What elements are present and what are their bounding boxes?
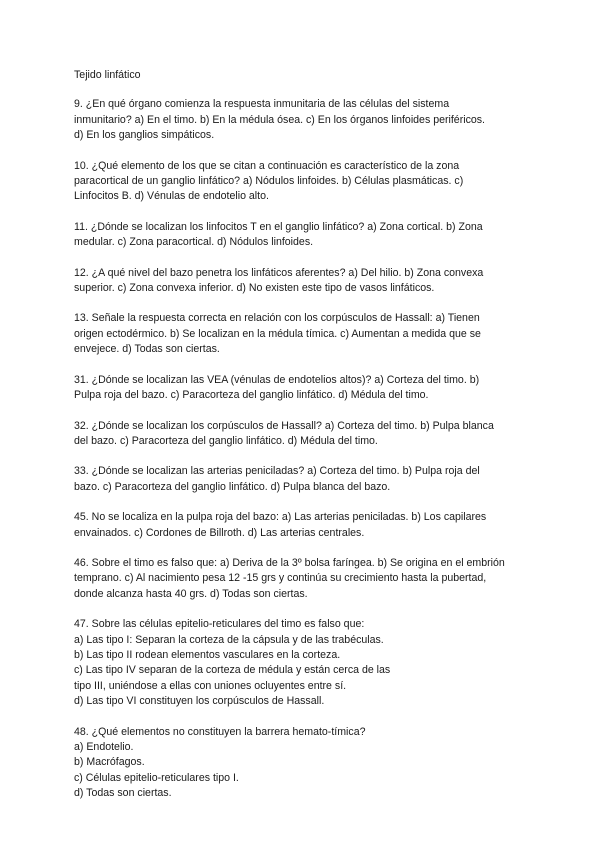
question-text-line: 12. ¿A qué nivel del bazo penetra los linfáticos aferentes? a) Del hilio. b) Zona convexa: [74, 266, 484, 279]
question-text-line: 10. ¿Qué elemento de los que se citan a continuación es característico de la zona: [74, 159, 460, 172]
question-text-line: 32. ¿Dónde se localizan los corpúsculos de Hassall? a) Corteza del timo. b) Pulpa blanca: [74, 419, 494, 432]
question-block: [74, 510, 560, 541]
question-block: [74, 220, 560, 251]
question-text-line: a) Endotelio.: [74, 741, 134, 753]
question-text-line: envejece. d) Todas son ciertas.: [74, 343, 220, 356]
question-text-line: d) En los ganglios simpáticos.: [74, 129, 215, 142]
question-block: [74, 556, 560, 602]
question-text-line: b) Las tipo II rodean elementos vasculares en la corteza.: [74, 648, 341, 661]
question-text-line: 9. ¿En qué órgano comienza la respuesta inmunitaria de las células del sistema: [74, 98, 450, 111]
question-block: [74, 97, 560, 143]
question-list: [74, 97, 560, 801]
question-text-line: donde alcanza hasta 40 grs. d) Todas son ciertas.: [74, 587, 308, 600]
question-block: [74, 617, 560, 709]
question-text-line: paracortical de un ganglio linfático? a) Nódulos linfoides. b) Células plasmáticas. c): [74, 175, 464, 188]
question-text-line: a) Las tipo I: Separan la corteza de la cápsula y de las trabéculas.: [74, 633, 384, 646]
question-block: [74, 464, 560, 495]
question-text-line: 48. ¿Qué elementos no constituyen la barrera hemato-tímica?: [74, 725, 366, 738]
question-text-line: 47. Sobre las células epitelio-reticulares del timo es falso que:: [74, 618, 365, 631]
question-text-line: origen ectodérmico. b) Se localizan en la médula tímica. c) Aumentan a medida que se: [74, 327, 481, 340]
question-text-line: 45. No se localiza en la pulpa roja del bazo: a) Las arterias peniciladas. b) Los capilares: [74, 511, 487, 524]
question-block: [74, 159, 560, 205]
question-text-line: c) Células epitelio-reticulares tipo I.: [74, 771, 239, 784]
question-block: [74, 266, 560, 297]
question-block: [74, 725, 560, 802]
question-text-line: bazo. c) Paracorteza del ganglio linfático. d) Pulpa blanca del bazo.: [74, 480, 391, 493]
question-text-line: d) Las tipo VI constituyen los corpúsculos de Hassall.: [74, 695, 325, 708]
question-text-line: del bazo. c) Paracorteza del ganglio linfático. d) Médula del timo.: [74, 434, 378, 447]
question-block: [74, 311, 560, 357]
question-text-line: b) Macrófagos.: [74, 756, 145, 769]
question-text-line: 31. ¿Dónde se localizan las VEA (vénulas de endotelios altos)? a) Corteza del timo. b): [74, 373, 480, 386]
question-text-line: 11. ¿Dónde se localizan los linfocitos T en el ganglio linfático? a) Zona cortical. b) Zona: [74, 220, 483, 233]
question-text-line: Linfocitos B. d) Vénulas de endotelio alto.: [74, 190, 269, 203]
question-text-line: medular. c) Zona paracortical. d) Nódulos linfoides.: [74, 236, 314, 249]
question-block: [74, 373, 560, 404]
question-block: [74, 419, 560, 450]
question-text-line: 46. Sobre el timo es falso que: a) Deriva de la 3º bolsa faríngea. b) Se origina en el embrión: [74, 556, 505, 569]
question-text-line: envainados. c) Cordones de Billroth. d) Las arterias centrales.: [74, 526, 365, 539]
question-text-line: c) Las tipo IV separan de la corteza de médula y están cerca de las: [74, 664, 391, 677]
question-text-line: Pulpa roja del bazo. c) Paracorteza del ganglio linfático. d) Médula del timo.: [74, 389, 429, 402]
question-text-line: temprano. c) Al nacimiento pesa 12 -15 grs y continúa su crecimiento hasta la pubertad,: [74, 572, 487, 585]
question-text-line: superior. c) Zona convexa inferior. d) No existen este tipo de vasos linfáticos.: [74, 282, 435, 295]
question-text-line: 13. Señale la respuesta correcta en relación con los corpúsculos de Hassall: a) Tienen: [74, 312, 480, 325]
question-text-line: d) Todas son ciertas.: [74, 787, 172, 800]
question-text-line: 33. ¿Dónde se localizan las arterias peniciladas? a) Corteza del timo. b) Pulpa roja del: [74, 465, 480, 478]
document-title: Tejido linfático: [74, 69, 141, 81]
question-text-line: tipo III, uniéndose a ellas con uniones ocluyentes entre sí.: [74, 679, 347, 692]
question-text-line: inmunitario? a) En el timo. b) En la médula ósea. c) En los órganos linfoides periféricos.: [74, 113, 486, 126]
